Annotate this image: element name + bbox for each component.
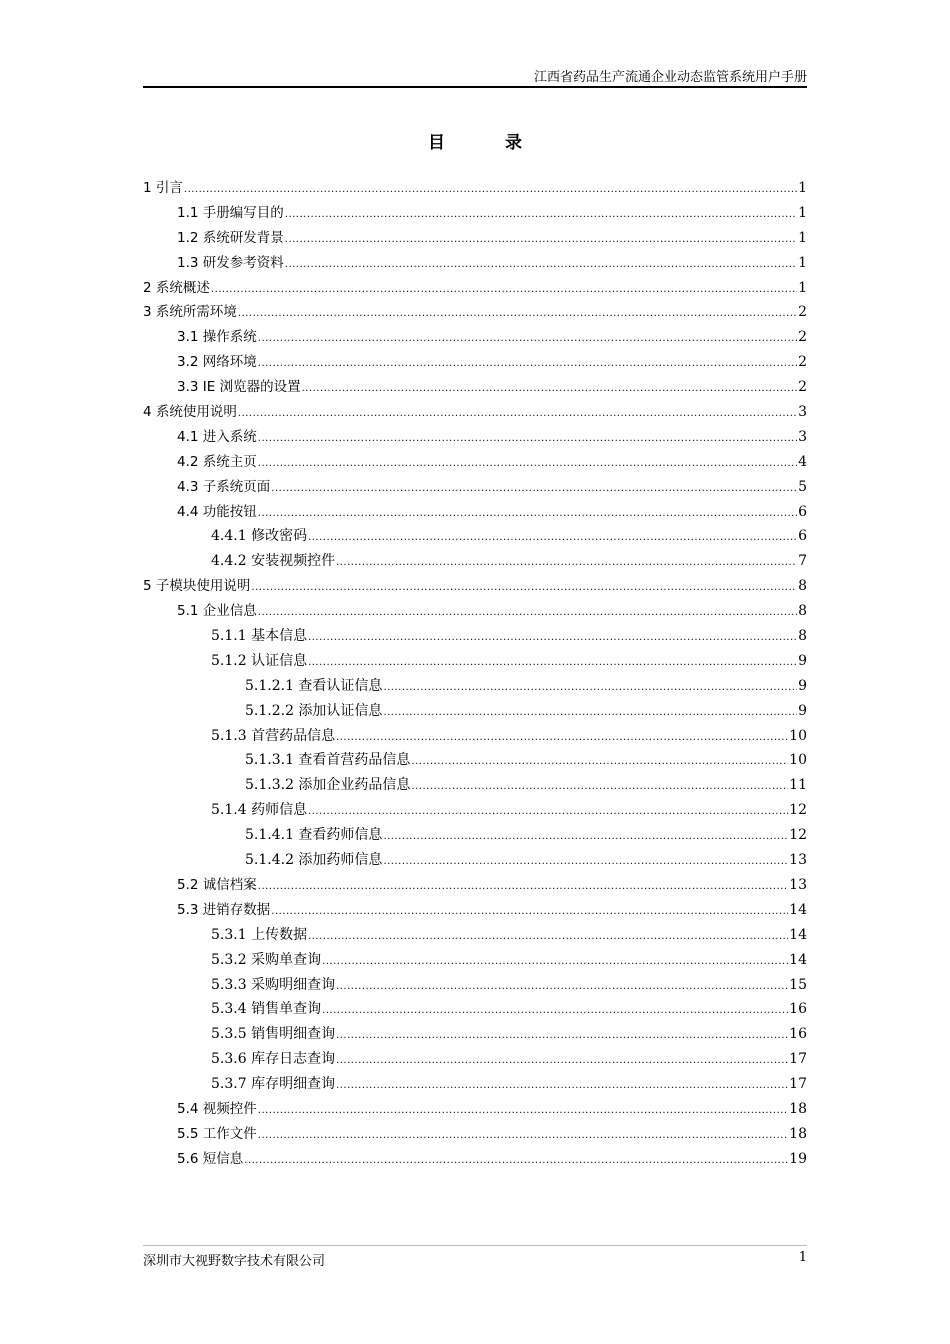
- toc-entry-leader: [411, 750, 788, 775]
- toc-entry-label: 5.3.4 销售单查询: [211, 1001, 322, 1018]
- toc-entry-page: 9: [798, 702, 807, 719]
- toc-entry-label: 5.3.3 采购明细查询: [211, 976, 336, 993]
- toc-entry-label: 4.1 进入系统: [177, 428, 257, 445]
- toc-entry-page: 2: [798, 354, 807, 371]
- toc-entry[interactable]: [143, 325, 807, 350]
- toc-entry-label: 3 系统所需环境: [143, 304, 237, 321]
- toc-entry-page: 15: [789, 976, 807, 993]
- toc-entry[interactable]: [143, 848, 807, 873]
- toc-entry-leader: [336, 1074, 788, 1099]
- toc-entry[interactable]: [143, 475, 807, 500]
- toc-entry-label: 5.1.2.2 添加认证信息: [245, 702, 383, 719]
- toc-entry-page: 10: [789, 752, 807, 769]
- toc-entry[interactable]: [143, 649, 807, 674]
- toc-entry-page: 1: [798, 204, 807, 221]
- toc-entry-page: 14: [789, 901, 807, 918]
- toc-entry[interactable]: [143, 973, 807, 998]
- toc-entry-page: 9: [798, 677, 807, 694]
- toc-entry-leader: [336, 1024, 788, 1049]
- toc-entry-page: 6: [798, 503, 807, 520]
- toc-entry-page: 16: [789, 1001, 807, 1018]
- toc-title: [0, 128, 950, 153]
- toc-entry-page: 6: [798, 528, 807, 545]
- toc-entry-label: 5.1 企业信息: [177, 603, 257, 620]
- toc-entry-leader: [258, 502, 797, 527]
- toc-entry-label: 1.1 手册编写目的: [177, 204, 284, 221]
- toc-entry-leader: [211, 278, 797, 303]
- toc-entry-page: 19: [789, 1150, 807, 1167]
- toc-entry-label: 4.4.1 修改密码: [211, 528, 308, 545]
- toc-entry-leader: [322, 950, 788, 975]
- toc-title-right: 录: [505, 133, 522, 153]
- toc-entry-page: 9: [798, 652, 807, 669]
- header-title: 江西省药品生产流通企业动态监管系统用户手册: [533, 70, 807, 85]
- toc-entry-page: 4: [798, 453, 807, 470]
- toc-entry-label: 3.1 操作系统: [177, 329, 257, 346]
- toc-entry[interactable]: [143, 823, 807, 848]
- footer-rule: [143, 1245, 807, 1246]
- toc-entry-page: 8: [798, 578, 807, 595]
- toc-entry-leader: [383, 825, 788, 850]
- toc-entry-page: 12: [789, 802, 807, 819]
- toc-entry-leader: [302, 377, 798, 402]
- toc-entry-leader: [285, 253, 797, 278]
- toc-entry[interactable]: [143, 748, 807, 773]
- toc-entry[interactable]: [143, 226, 807, 251]
- toc-entry-page: 2: [798, 379, 807, 396]
- toc-entry-page: 7: [798, 553, 807, 570]
- toc-entry-page: 17: [789, 1051, 807, 1068]
- toc-entry-leader: [383, 850, 788, 875]
- toc-entry-page: 3: [798, 404, 807, 421]
- footer-page-number: 1: [798, 1250, 807, 1265]
- toc-entry-leader: [308, 800, 788, 825]
- toc-entry-label: 5.1.3 首营药品信息: [211, 727, 336, 744]
- toc-entry-label: 5 子模块使用说明: [143, 578, 251, 595]
- toc-entry-label: 5.6 短信息: [177, 1150, 244, 1167]
- toc-entry[interactable]: [143, 773, 807, 798]
- toc-entry-leader: [383, 701, 797, 726]
- toc-entry[interactable]: [143, 798, 807, 823]
- toc-entry-label: 5.3.6 库存日志查询: [211, 1051, 336, 1068]
- toc-entry[interactable]: [143, 1047, 807, 1072]
- toc-entry-leader: [244, 1149, 788, 1174]
- toc-entry-leader: [411, 775, 788, 800]
- toc-entry-leader: [238, 302, 797, 327]
- toc-entry-leader: [308, 626, 797, 651]
- toc-entry-label: 5.1.3.2 添加企业药品信息: [245, 777, 411, 794]
- toc-entry[interactable]: [143, 450, 807, 475]
- toc-entry-label: 5.3.5 销售明细查询: [211, 1026, 336, 1043]
- toc-entry-label: 3.2 网络环境: [177, 354, 257, 371]
- toc-entry-leader: [251, 576, 797, 601]
- toc-entry[interactable]: [143, 300, 807, 325]
- toc-entry[interactable]: [143, 699, 807, 724]
- toc-entry-label: 4.2 系统主页: [177, 453, 257, 470]
- toc-entry-page: 14: [789, 926, 807, 943]
- toc-entry[interactable]: [143, 375, 807, 400]
- toc-entry-label: 5.3.7 库存明细查询: [211, 1076, 336, 1093]
- toc-entry-label: 5.1.4.2 添加药师信息: [245, 852, 383, 869]
- toc-entry-page: 8: [798, 628, 807, 645]
- toc-entry-label: 4 系统使用说明: [143, 404, 237, 421]
- toc-entry-label: 3.3 IE 浏览器的设置: [177, 379, 301, 396]
- toc-entry-page: 13: [789, 852, 807, 869]
- toc-entry[interactable]: [143, 276, 807, 301]
- toc-title-left: 目: [428, 133, 445, 153]
- toc-entry-leader: [184, 178, 797, 203]
- toc-entry-label: 4.3 子系统页面: [177, 478, 271, 495]
- toc-entry-leader: [258, 875, 788, 900]
- toc-entry-label: 2 系统概述: [143, 279, 210, 296]
- toc-entry-label: 5.3 进销存数据: [177, 901, 271, 918]
- toc-entry-label: 5.4 视频控件: [177, 1100, 257, 1117]
- toc-entry-label: 5.1.1 基本信息: [211, 628, 308, 645]
- toc-entry[interactable]: [143, 500, 807, 525]
- toc-entry-page: 8: [798, 603, 807, 620]
- toc-entry-page: 13: [789, 876, 807, 893]
- toc-entry-page: 18: [789, 1100, 807, 1117]
- toc-entry[interactable]: [143, 1022, 807, 1047]
- toc-entry[interactable]: [143, 898, 807, 923]
- toc-entry-leader: [258, 327, 797, 352]
- toc-entry[interactable]: [143, 1072, 807, 1097]
- toc-entry-page: 2: [798, 304, 807, 321]
- toc-entry-label: 1.3 研发参考资料: [177, 254, 284, 271]
- toc-entry-leader: [322, 999, 788, 1024]
- toc-entry-leader: [308, 526, 797, 551]
- toc-entry[interactable]: [143, 724, 807, 749]
- toc-entry[interactable]: [143, 1122, 807, 1147]
- footer-company: 深圳市大视野数字技术有限公司: [143, 1254, 326, 1269]
- toc-entry-leader: [336, 726, 788, 751]
- toc-entry-page: 2: [798, 329, 807, 346]
- toc-entry-leader: [258, 1099, 788, 1124]
- toc-entry-leader: [258, 452, 797, 477]
- toc-entry-label: 1.2 系统研发背景: [177, 229, 284, 246]
- toc-entry[interactable]: [143, 624, 807, 649]
- toc-entry[interactable]: [143, 997, 807, 1022]
- toc-entry-leader: [258, 1124, 788, 1149]
- toc-entry-leader: [308, 651, 797, 676]
- toc-entry[interactable]: [143, 251, 807, 276]
- toc-entry[interactable]: [143, 350, 807, 375]
- toc-entry-leader: [258, 427, 797, 452]
- toc-entry-leader: [238, 402, 797, 427]
- toc-entry-leader: [271, 477, 797, 502]
- toc-entry-leader: [258, 601, 797, 626]
- toc-entry-leader: [285, 203, 797, 228]
- toc-entry-leader: [271, 900, 788, 925]
- toc-entry-leader: [308, 925, 788, 950]
- toc-entry-page: 1: [798, 180, 807, 196]
- toc-entry[interactable]: [143, 176, 807, 201]
- toc-entry-page: 10: [789, 727, 807, 744]
- toc-entry[interactable]: [143, 599, 807, 624]
- toc-entry-label: 5.1.4 药师信息: [211, 802, 308, 819]
- toc-entry-leader: [383, 676, 797, 701]
- toc-entry-label: 5.5 工作文件: [177, 1125, 257, 1142]
- toc-entry-page: 17: [789, 1076, 807, 1093]
- toc-entry-leader: [336, 551, 797, 576]
- toc-entry-leader: [336, 1049, 788, 1074]
- toc-entry[interactable]: [143, 1097, 807, 1122]
- toc-entry-label: 5.2 诚信档案: [177, 876, 257, 893]
- toc-entry-label: 4.4 功能按钮: [177, 503, 257, 520]
- toc-entry-leader: [285, 228, 797, 253]
- toc-entry[interactable]: [143, 201, 807, 226]
- toc-entry-page: 11: [789, 777, 807, 794]
- toc-entry-label: 5.3.2 采购单查询: [211, 951, 322, 968]
- table-of-contents: [143, 176, 807, 1172]
- toc-entry-page: 1: [798, 229, 807, 246]
- toc-entry-label: 5.1.3.1 查看首营药品信息: [245, 752, 411, 769]
- toc-entry[interactable]: [143, 674, 807, 699]
- toc-entry-page: 1: [798, 254, 807, 271]
- toc-entry-page: 12: [789, 827, 807, 844]
- toc-entry-leader: [258, 352, 797, 377]
- toc-entry[interactable]: [143, 948, 807, 973]
- toc-entry[interactable]: [143, 574, 807, 599]
- toc-entry[interactable]: [143, 923, 807, 948]
- toc-entry-label: 5.1.2.1 查看认证信息: [245, 677, 383, 694]
- toc-entry-page: 14: [789, 951, 807, 968]
- toc-entry-label: 5.1.4.1 查看药师信息: [245, 827, 383, 844]
- toc-entry[interactable]: [143, 425, 807, 450]
- toc-entry-page: 3: [798, 428, 807, 445]
- toc-entry-label: 5.1.2 认证信息: [211, 652, 308, 669]
- toc-entry-page: 1: [798, 279, 807, 296]
- toc-entry[interactable]: [143, 1147, 807, 1172]
- toc-entry-page: 18: [789, 1125, 807, 1142]
- header-rule: [143, 86, 807, 88]
- toc-entry-label: 4.4.2 安装视频控件: [211, 553, 336, 570]
- toc-entry[interactable]: [143, 873, 807, 898]
- toc-entry-page: 16: [789, 1026, 807, 1043]
- toc-entry-page: 5: [798, 478, 807, 495]
- toc-entry-label: 1 引言: [143, 180, 183, 196]
- toc-entry[interactable]: [143, 524, 807, 549]
- toc-entry-label: 5.3.1 上传数据: [211, 926, 308, 943]
- toc-entry[interactable]: [143, 400, 807, 425]
- toc-entry-leader: [336, 975, 788, 1000]
- toc-entry[interactable]: [143, 549, 807, 574]
